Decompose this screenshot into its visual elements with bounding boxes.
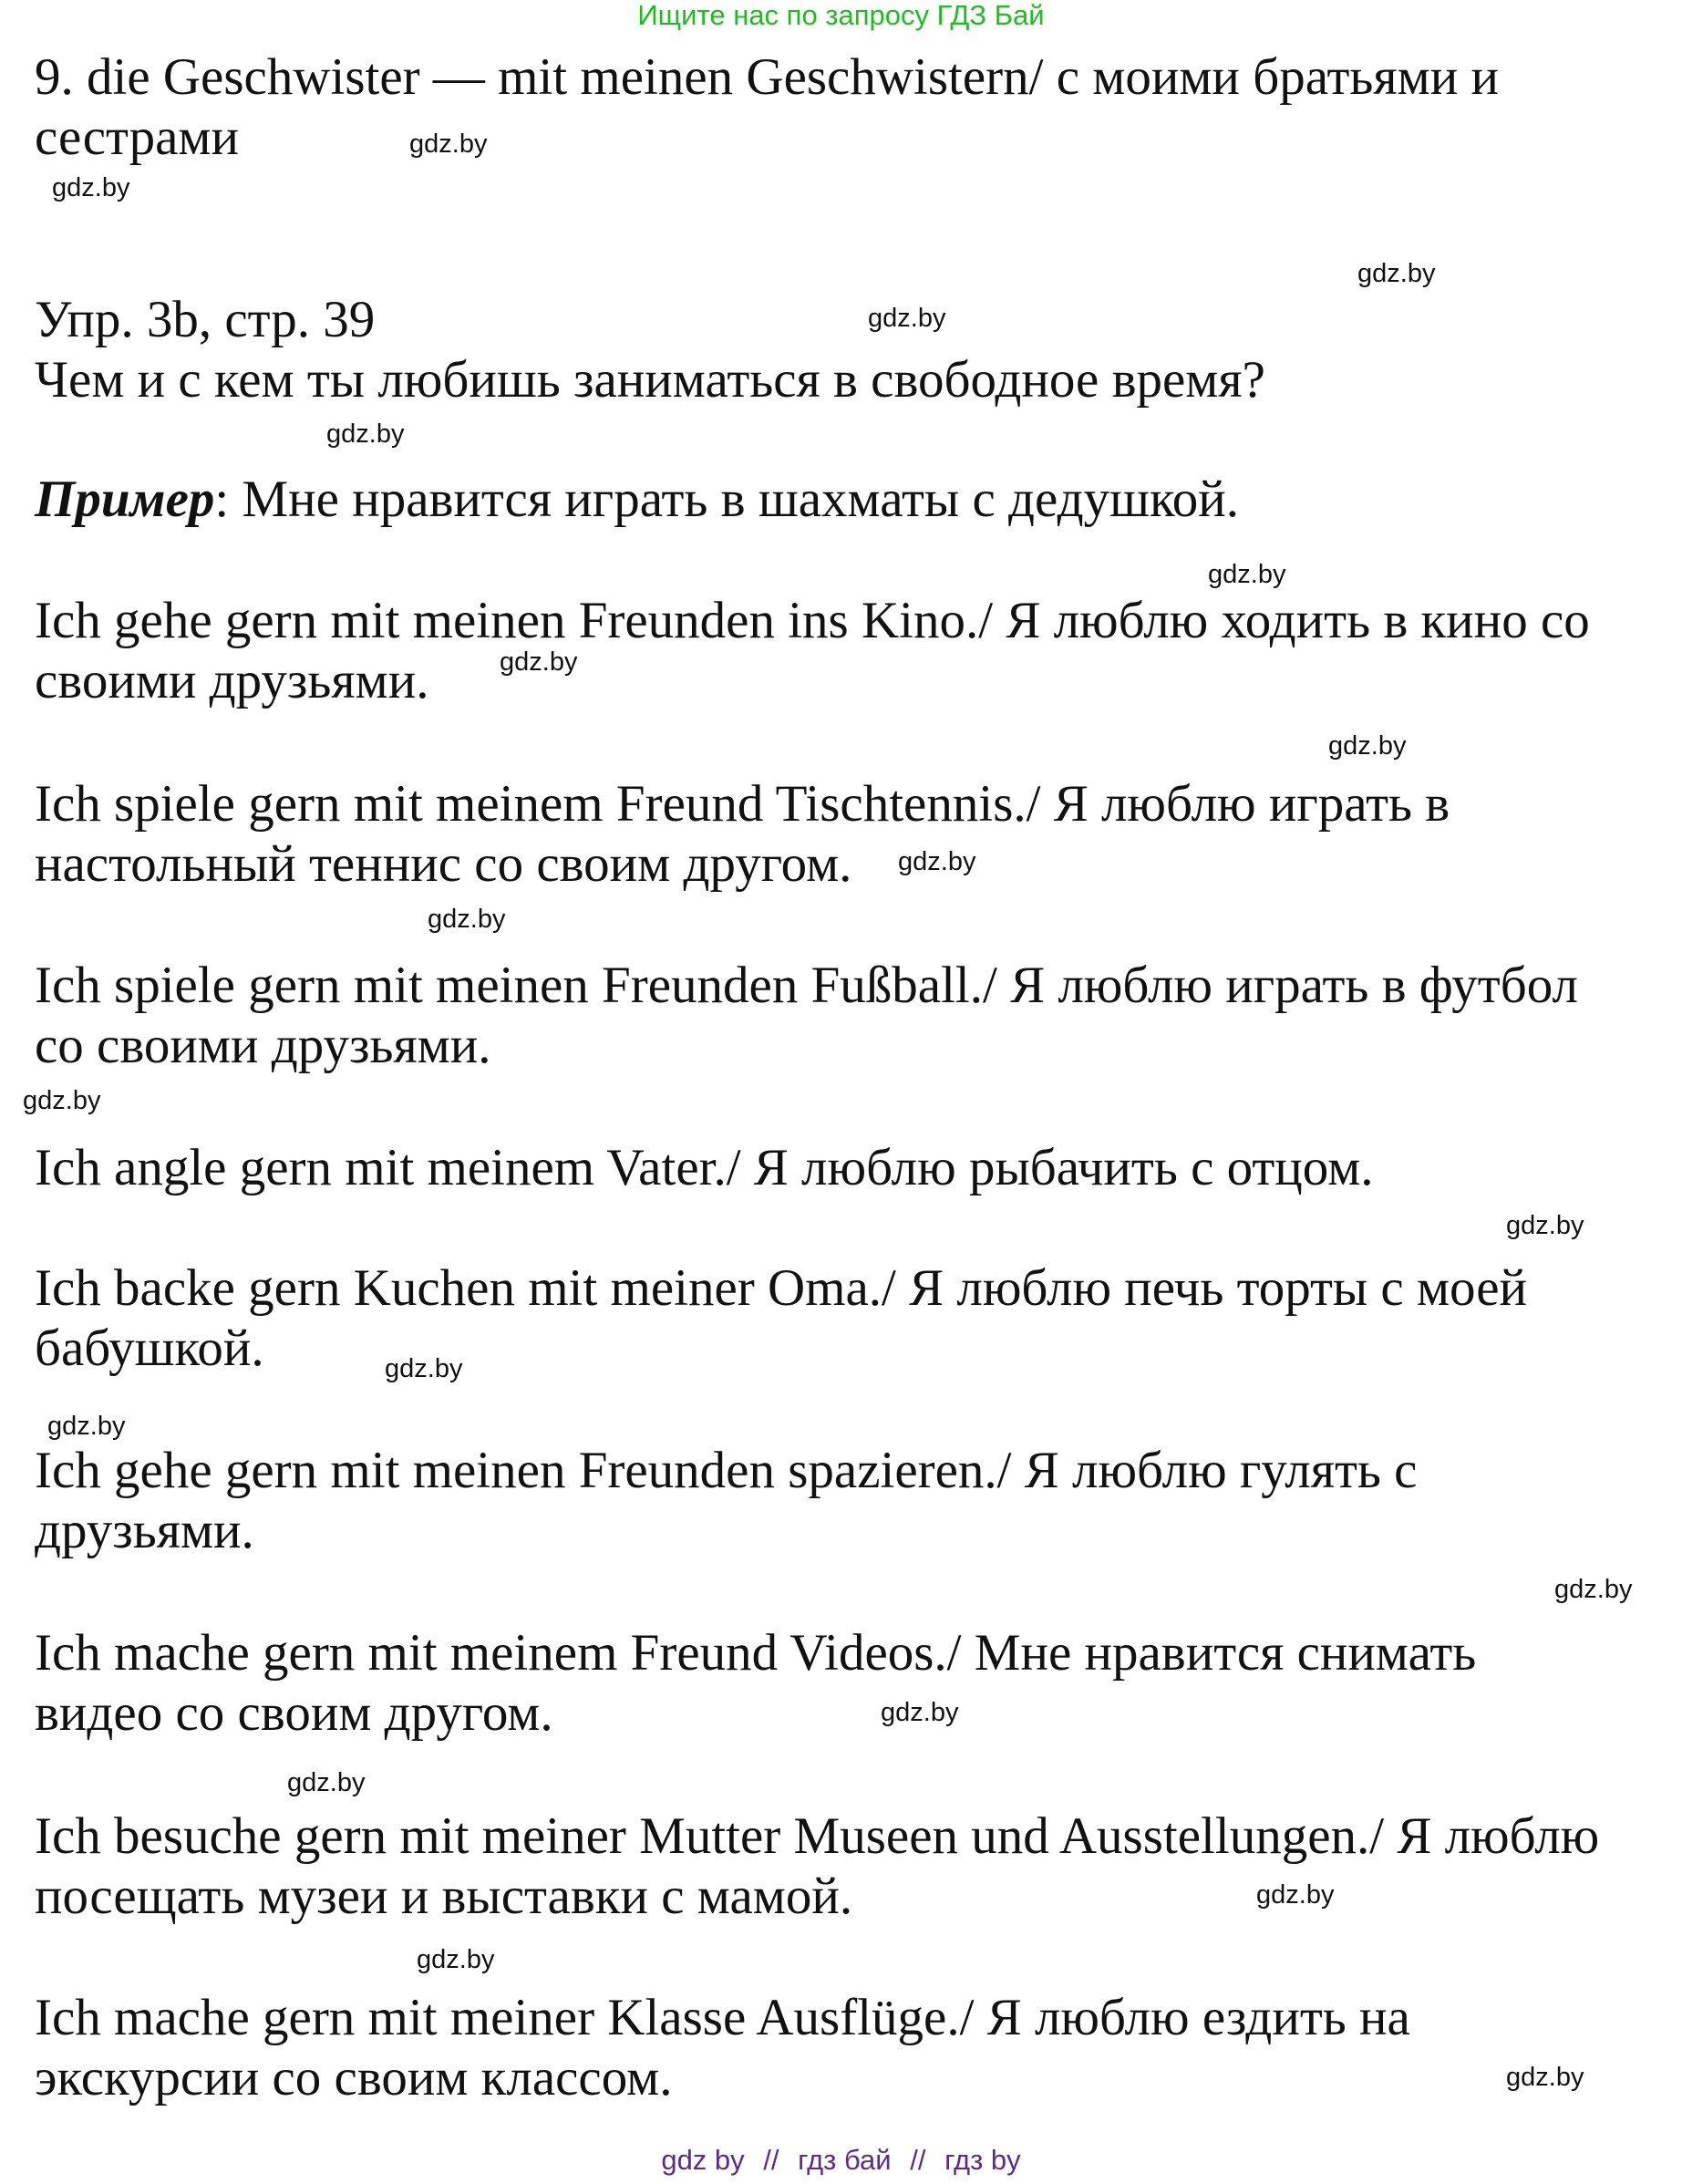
answer-6-line1: Ich gehe gern mit meinen Freunden spazieren./ Я люблю гулять с (35, 1442, 1418, 1499)
answer-3-line1: Ich spiele gern mit meinen Freunden Fußball./ Я люблю играть в футбол (35, 957, 1578, 1014)
watermark: gdz.by (1256, 1880, 1335, 1910)
item9-line1: 9. die Geschwister — mit meinen Geschwistern/ с моими братьями и (35, 48, 1499, 106)
watermark: gdz.by (1506, 2063, 1584, 2092)
answer-2-line2: настольный теннис со своим другом. (35, 835, 852, 893)
watermark: gdz.by (1328, 731, 1407, 761)
watermark: gdz.by (1208, 560, 1286, 589)
footer-link-gdz-by-cyr[interactable]: гдз by (944, 2144, 1021, 2176)
footer-separator: // (763, 2144, 779, 2176)
watermark: gdz.by (868, 304, 946, 333)
exercise-question: Чем и с кем ты любишь заниматься в свободное время? (35, 351, 1265, 409)
watermark: gdz.by (287, 1768, 366, 1797)
watermark: gdz.by (898, 847, 976, 876)
answer-1-line1: Ich gehe gern mit meinen Freunden ins Kino./ Я люблю ходить в кино со (35, 592, 1590, 649)
footer-link-gdz-by[interactable]: gdz by (661, 2144, 745, 2176)
watermark: gdz.by (52, 173, 130, 202)
footer-link-gdz-bai[interactable]: гдз бай (798, 2144, 892, 2176)
answer-7-line1: Ich mache gern mit meinem Freund Videos./ Мне нравится снимать (35, 1624, 1477, 1682)
watermark: gdz.by (428, 905, 506, 934)
answer-1-line2: своими друзьями. (35, 652, 429, 709)
example-text: : Мне нравится играть в шахматы с дедушкой. (214, 471, 1240, 528)
watermark: gdz.by (1506, 1211, 1584, 1240)
answer-8-line1: Ich besuche gern mit meiner Mutter Museen und Ausstellungen./ Я люблю (35, 1807, 1600, 1865)
exercise-title: Упр. 3b, стр. 39 (35, 291, 376, 348)
watermark: gdz.by (881, 1698, 959, 1727)
watermark: gdz.by (500, 647, 578, 677)
item9-line2: сестрами (35, 109, 239, 166)
answer-3-line2: со своими друзьями. (35, 1017, 491, 1074)
answer-7-line2: видео со своим другом. (35, 1684, 553, 1742)
example-line (35, 470, 1239, 530)
answer-5-line1: Ich backe gern Kuchen mit meiner Oma./ Я люблю печь торты с моей (35, 1259, 1528, 1317)
answer-9-line2: экскурсии со своим классом. (35, 2049, 673, 2106)
header-search-link[interactable]: Ищите нас по запросу ГДЗ Бай (637, 0, 1045, 31)
footer-nav (0, 2145, 1682, 2176)
answer-2-line1: Ich spiele gern mit meinem Freund Tischtennis./ Я люблю играть в (35, 775, 1450, 833)
answer-9-line1: Ich mache gern mit meiner Klasse Ausflüge./ Я люблю ездить на (35, 1989, 1410, 2046)
watermark: gdz.by (417, 1945, 495, 1974)
footer-separator: // (910, 2144, 926, 2176)
example-label: Пример (35, 471, 215, 528)
watermark: gdz.by (326, 419, 405, 449)
watermark: gdz.by (1357, 259, 1436, 288)
watermark: gdz.by (409, 129, 488, 159)
answer-5-line2: бабушкой. (35, 1320, 264, 1377)
answer-6-line2: друзьями. (35, 1502, 254, 1559)
watermark: gdz.by (385, 1354, 463, 1383)
answer-8-line2: посещать музеи и выставки с мамой. (35, 1868, 853, 1925)
answer-4-line1: Ich angle gern mit meinem Vater./ Я люблю рыбачить с отцом. (35, 1139, 1374, 1196)
watermark: gdz.by (47, 1412, 126, 1441)
watermark: gdz.by (1554, 1575, 1633, 1604)
watermark: gdz.by (23, 1086, 101, 1115)
